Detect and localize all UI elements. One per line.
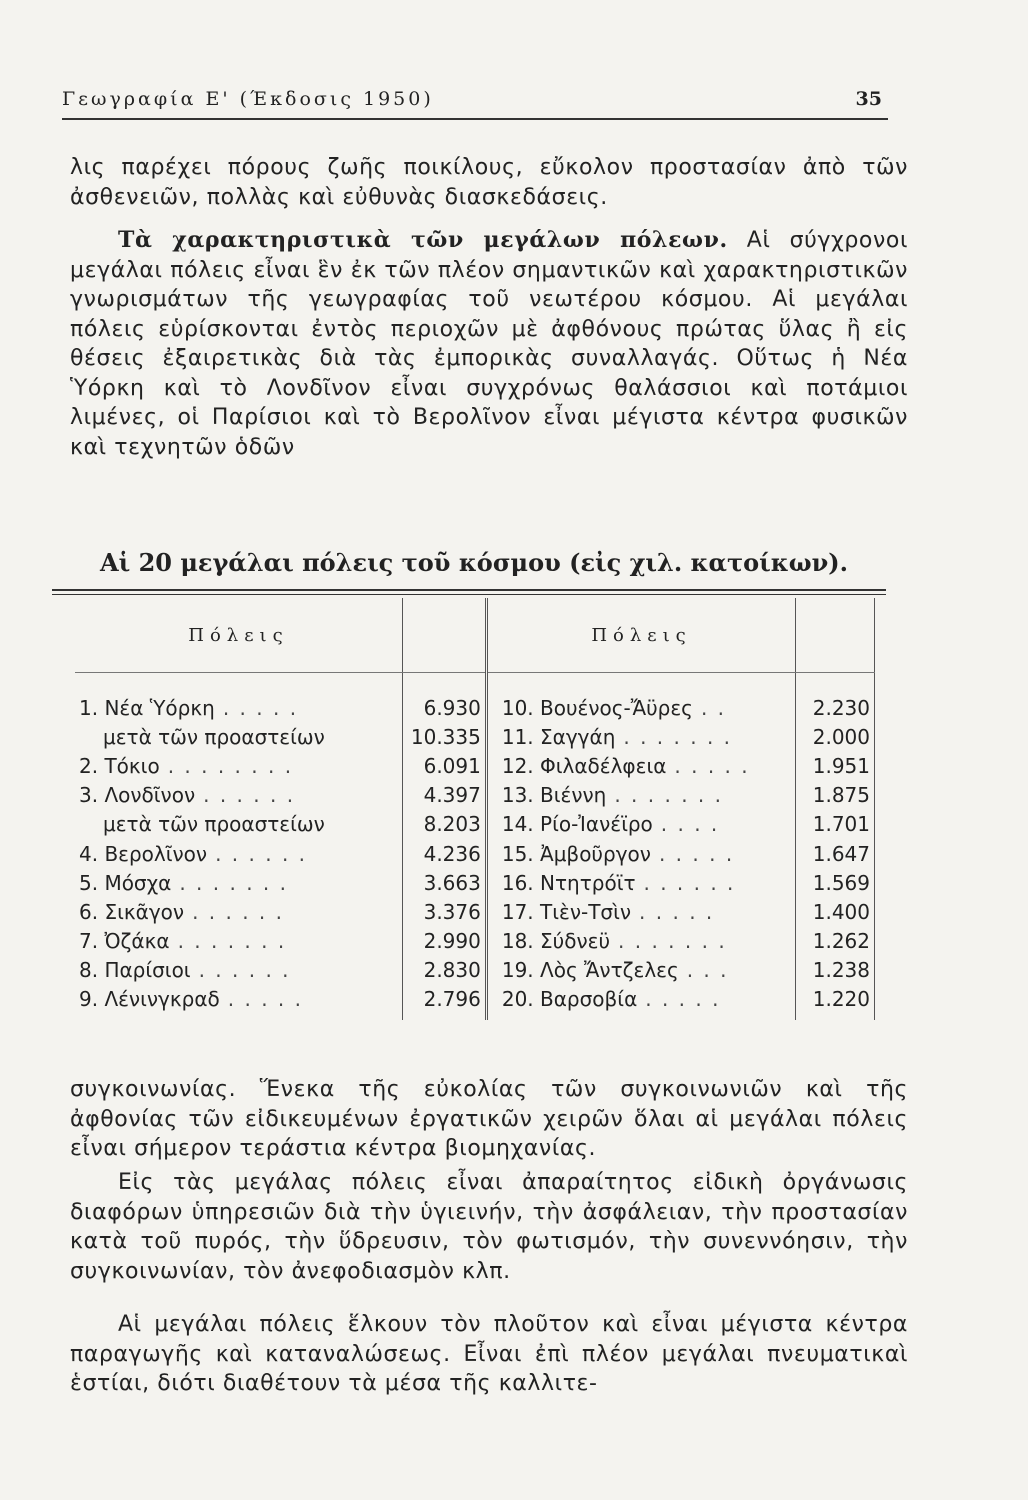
population-left: [402, 985, 486, 1020]
population-value: 4.397: [423, 783, 481, 808]
population-right: [796, 956, 875, 985]
city-name-right: [486, 897, 795, 926]
column-header-cities-right: Πόλεις: [486, 598, 795, 673]
population-value: 1.951: [812, 753, 870, 778]
leader-dots: . . . . . . . .: [167, 753, 294, 778]
population-value: 6.930: [423, 695, 481, 720]
table-row: [75, 956, 875, 985]
city-name-left: [75, 722, 402, 751]
population-left: [402, 956, 486, 985]
table-row: [75, 868, 875, 897]
city-label: 1. Νέα Ὑόρκη: [79, 695, 215, 720]
city-name-right: [486, 722, 795, 751]
leader-dots: . . . . . . .: [177, 929, 287, 954]
column-header-values-left: [402, 598, 486, 673]
leader-dots: . . . . .: [227, 987, 303, 1012]
city-name-right: [486, 868, 795, 897]
leader-dots: . .: [700, 695, 727, 720]
running-head-title: Γεωγραφία Ε' (Έκδοσις 1950): [62, 88, 434, 110]
table-row: [75, 927, 875, 956]
city-name-left: [75, 956, 402, 985]
city-label: 10. Βουένος-Ἄϋρες: [501, 695, 693, 720]
table-row: [75, 751, 875, 780]
population-value: 3.376: [423, 899, 481, 924]
population-right: [796, 722, 875, 751]
table-row: [75, 810, 875, 839]
city-name-right: [486, 781, 795, 810]
population-right: [796, 985, 875, 1020]
table-row: [75, 985, 875, 1020]
city-name-left: [75, 839, 402, 868]
cities-table: [75, 598, 875, 1020]
leader-dots: . . . . . . .: [179, 870, 288, 895]
city-label: 9. Λένινγκραδ: [79, 987, 220, 1012]
population-value: 1.569: [812, 870, 870, 895]
city-name-left: [75, 781, 402, 810]
paragraph-3: συγκοινωνίας. Ἕνεκα τῆς εὐκολίας τῶν συγκοινωνιῶν καὶ τῆς ἀφθονίας τῶν εἰδικευμένων ἐργατικῶν χειρῶν ὅλαι αἱ μεγάλαι πόλεις εἶναι σήμερον τεράστια κέντρα βιομηχανίας.: [70, 1077, 908, 1161]
leader-dots: . . . . . . .: [618, 929, 727, 954]
table-top-rule: [52, 589, 886, 591]
city-label: 5. Μόσχα: [79, 870, 172, 895]
city-name-right: [486, 956, 795, 985]
paragraph-4: Εἰς τὰς μεγάλας πόλεις εἶναι ἀπαραίτητος εἰδικὴ ὀργάνωσις διαφόρων ὑπηρεσιῶν διὰ τὴν ὑγιεινήν, τὴν ἀσφάλειαν, τὴν προστασίαν κατὰ τοῦ πυρός, τὴν ὕδρευσιν, τὸν φωτισμόν, τὴν συνεννόησιν, τὴν συγκοινωνίαν, τὸν ἀνεφοδιασμὸν κλπ.: [70, 1170, 908, 1284]
city-name-left: [75, 810, 402, 839]
city-label: 16. Ντητρόϊτ: [501, 870, 636, 895]
city-name-left: [75, 927, 402, 956]
table-body: [75, 673, 875, 1021]
population-left: [402, 751, 486, 780]
population-value: 1.701: [812, 812, 870, 837]
population-right: [796, 839, 875, 868]
city-label: 6. Σικᾶγον: [79, 899, 185, 924]
city-name-right: [486, 985, 795, 1020]
paragraph-5: Αἱ μεγάλαι πόλεις ἕλκουν τὸν πλοῦτον καὶ εἶναι μέγιστα κέντρα παραγωγῆς καὶ καταναλώσεως. Εἶναι ἐπὶ πλέον μεγάλαι πνευματικαὶ ἑστίαι, διότι διαθέτουν τὰ μέσα τῆς καλλιτε-: [70, 1312, 908, 1396]
city-label: 17. Τιὲν-Τσὶν: [501, 899, 632, 924]
table-row: [75, 673, 875, 723]
page-number: 35: [855, 88, 882, 110]
population-value: 2.990: [423, 929, 481, 954]
leader-dots: . . . . . . .: [614, 783, 723, 808]
population-left: [402, 897, 486, 926]
leader-dots: . . . . . .: [215, 841, 308, 866]
population-value: 2.796: [423, 987, 481, 1012]
city-label: 19. Λὸς Ἄντζελες: [501, 958, 679, 983]
paragraph-2-text: Αἱ σύγχρονοι μεγάλαι πόλεις εἶναι ἓν ἐκ τῶν πλέον σημαντικῶν καὶ χαρακτηριστικῶν γνωρισμάτων τῆς γεωγραφίας τοῦ νεωτέρου κόσμου. Αἱ μεγάλαι πόλεις εὑρίσκονται ἐντὸς περιοχῶν μὲ ἀφθόνους πρώτας ὕλας ἢ εἰς θέσεις ἐξαιρετικὰς διὰ τὰς ἐμπορικὰς συναλλαγάς. Οὕτως ἡ Νέα Ὑόρκη καὶ τὸ Λονδῖνον εἶναι συγχρόνως θαλάσσιοι καὶ ποτάμιοι λιμένες, οἱ Παρίσιοι καὶ τὸ Βερολῖνον εἶναι μέγιστα κέντρα φυσικῶν καὶ τεχνητῶν ὁδῶν: [70, 228, 908, 460]
leader-dots: . . . . .: [645, 987, 721, 1012]
population-right: [796, 897, 875, 926]
table-row: [75, 839, 875, 868]
population-value: 3.663: [423, 870, 481, 895]
table-row: [75, 722, 875, 751]
city-label: 13. Βιέννη: [501, 783, 607, 808]
city-label: 4. Βερολῖνον: [79, 841, 208, 866]
city-name-left: [75, 751, 402, 780]
population-left: [402, 927, 486, 956]
city-label: 7. Ὀζάκα: [79, 929, 170, 954]
city-name-left: [75, 897, 402, 926]
population-value: 1.238: [812, 958, 870, 983]
city-label: 18. Σύδνεϋ: [501, 929, 611, 954]
leader-dots: . . . . .: [658, 841, 735, 866]
population-right: [796, 810, 875, 839]
population-left: [402, 781, 486, 810]
leader-dots: . . . . . .: [198, 958, 291, 983]
city-name-right: [486, 751, 795, 780]
city-name-right: [486, 673, 795, 723]
population-right: [796, 781, 875, 810]
population-value: 2.830: [423, 958, 481, 983]
city-label: 11. Σαγγάη: [501, 724, 616, 749]
population-left: [402, 839, 486, 868]
city-name-right: [486, 839, 795, 868]
population-value: 4.236: [423, 841, 481, 866]
running-head: [62, 88, 888, 120]
leader-dots: . . . . . .: [643, 870, 736, 895]
population-value: 1.400: [812, 899, 870, 924]
city-label: 8. Παρίσιοι: [79, 958, 191, 983]
population-value: 1.875: [812, 783, 870, 808]
population-left: [402, 868, 486, 897]
leader-dots: . . . . .: [222, 695, 299, 720]
leader-dots: . . . . . .: [192, 899, 284, 924]
table-top-rule-thin: [52, 594, 886, 595]
city-name-right: [486, 810, 795, 839]
population-value: 1.220: [812, 987, 870, 1012]
population-value: 1.262: [812, 929, 870, 954]
city-label: 3. Λονδῖνον: [79, 783, 196, 808]
leader-dots: . . . . .: [639, 899, 715, 924]
population-right: [796, 927, 875, 956]
population-value: 8.203: [423, 812, 481, 837]
city-label: 20. Βαρσοβία: [501, 987, 638, 1012]
population-value: 10.335: [410, 724, 481, 749]
city-label: 15. Ἀμβοῦργον: [501, 841, 651, 866]
leader-dots: . . . .: [660, 812, 720, 837]
city-name-left: [75, 985, 402, 1020]
population-value: 2.230: [812, 695, 870, 720]
population-left: [402, 810, 486, 839]
city-label: μετὰ τῶν προαστείων: [103, 724, 325, 749]
column-header-values-right: [796, 598, 875, 673]
city-label: μετὰ τῶν προαστείων: [103, 812, 325, 837]
column-header-cities-left: Πόλεις: [75, 598, 402, 673]
leader-dots: . . .: [686, 958, 729, 983]
table-header-row: [75, 598, 875, 673]
table-row: [75, 781, 875, 810]
table-row: [75, 897, 875, 926]
table-title: Αἱ 20 μεγάλαι πόλεις τοῦ κόσμου (εἰς χιλ. κατοίκων).: [100, 548, 848, 577]
population-right: [796, 868, 875, 897]
population-left: [402, 673, 486, 723]
city-name-right: [486, 927, 795, 956]
population-value: 6.091: [423, 753, 481, 778]
population-value: 2.000: [812, 724, 870, 749]
population-right: [796, 673, 875, 723]
city-name-left: [75, 673, 402, 723]
leader-dots: . . . . . . .: [623, 724, 733, 749]
city-label: 14. Ρίο-Ἰανέϊρο: [501, 812, 653, 837]
population-left: [402, 722, 486, 751]
city-label: 12. Φιλαδέλφεια: [501, 753, 667, 778]
city-name-left: [75, 868, 402, 897]
leader-dots: . . . . . .: [203, 783, 296, 808]
city-label: 2. Τόκιο: [79, 753, 160, 778]
section-heading: Τὰ χαρακτηριστικὰ τῶν μεγάλων πόλεων.: [118, 227, 728, 253]
paragraph-2: [70, 226, 908, 462]
population-right: [796, 751, 875, 780]
population-value: 1.647: [812, 841, 870, 866]
leader-dots: . . . . .: [674, 753, 750, 778]
paragraph-1: λις παρέχει πόρους ζωῆς ποικίλους, εὔκολον προστασίαν ἀπὸ τῶν ἀσθενειῶν, πολλὰς καὶ εὐθυνὰς διασκεδάσεις.: [70, 155, 908, 210]
